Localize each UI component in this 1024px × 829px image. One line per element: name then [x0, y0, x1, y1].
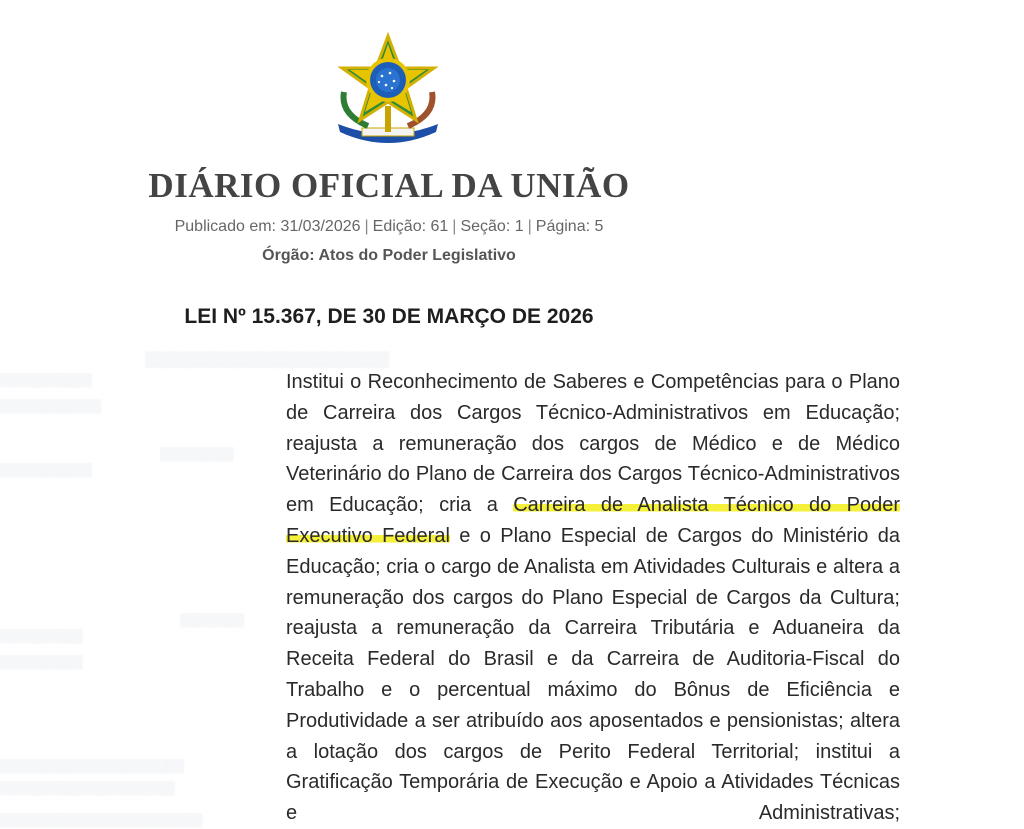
- organ-name: Atos do Poder Legislativo: [318, 247, 516, 264]
- masthead-title: DIÁRIO OFICIAL DA UNIÃO: [148, 166, 630, 205]
- bleed-through-text: ▒▒▒▒▒▒▒▒▒▒▒▒▒▒▒▒▒▒▒▒: [0, 758, 185, 773]
- law-title: LEI Nº 15.367, DE 30 DE MARÇO DE 2026: [184, 305, 594, 328]
- published-date: 31/03/2026: [280, 218, 361, 235]
- ementa-text: Institui o Reconhecimento de Saberes e Competências para o Plano de Carreira dos Cargos Técnico-Administrativos em Educação; reajusta a remuneração dos cargos de Médico e de Médico Veterinário do Plano de Carreira dos Cargos Técnico-Administrativos em Educação; cria a: [286, 371, 900, 517]
- bleed-through-text: ▒▒▒▒▒▒▒▒▒▒▒▒▒▒▒▒▒▒▒▒▒▒▒: [145, 352, 390, 368]
- bleed-through-text: ▒▒▒▒▒▒▒▒▒▒: [0, 462, 93, 477]
- ementa-text: e o Plano Especial de Cargos do Ministério da Educação; cria o cargo de Analista em Atividades Culturais e altera a remuneração dos cargos do Plano Especial de Cargos da Cultura; reajusta a remuneração da Carreira Tributária e Aduaneira da Receita Federal do Brasil e da Carreira de Auditoria-Fiscal do Trabalho e o percentual máximo do Bônus de Eficiência e Produtividade a ser atribuído aos aposentados e pensionistas; altera a lotação dos cargos de Perito Federal Territorial; institui a Gratificação Temporária de Execução e Apoio a Atividades Técnicas e Administrativas;: [286, 524, 900, 825]
- edition-label: Edição:: [372, 218, 427, 235]
- bleed-through-text: ▒▒▒▒▒▒▒▒▒▒▒▒▒▒▒▒▒▒▒: [0, 780, 175, 795]
- organ-line: [0, 247, 778, 265]
- page-number: 5: [594, 218, 604, 235]
- bleed-through-text: ▒▒▒▒▒▒▒▒▒: [0, 628, 83, 643]
- bleed-through-text: ▒▒▒▒▒▒▒▒: [160, 446, 234, 461]
- section-label: Seção:: [460, 218, 511, 235]
- publication-meta: Publicado em: 31/03/2026 | Edição: 61 | Seção: 1 | Página: 5: [174, 218, 604, 235]
- highlighted-text: Carreira de Analista Técnico do Poder Executivo Federal: [286, 494, 900, 547]
- bleed-through-text: ▒▒▒▒▒▒▒▒▒▒▒▒▒▒▒▒▒▒▒▒▒▒: [0, 812, 203, 827]
- organ-label: Órgão:: [262, 247, 315, 264]
- law-ementa: [286, 367, 900, 829]
- section-number: 1: [514, 218, 524, 235]
- edition-number: 61: [430, 218, 449, 235]
- bleed-through-text: ▒▒▒▒▒▒▒▒▒▒: [0, 372, 93, 387]
- bleed-through-text: ▒▒▒▒▒▒▒▒▒: [0, 654, 83, 669]
- page-label: Página:: [535, 218, 591, 235]
- bleed-through-text: ▒▒▒▒▒▒▒▒▒▒▒: [0, 398, 102, 413]
- brazil-coat-of-arms-icon: [332, 32, 444, 148]
- bleed-through-text: ▒▒▒▒▒▒▒: [180, 612, 245, 627]
- published-label: Publicado em:: [174, 218, 276, 235]
